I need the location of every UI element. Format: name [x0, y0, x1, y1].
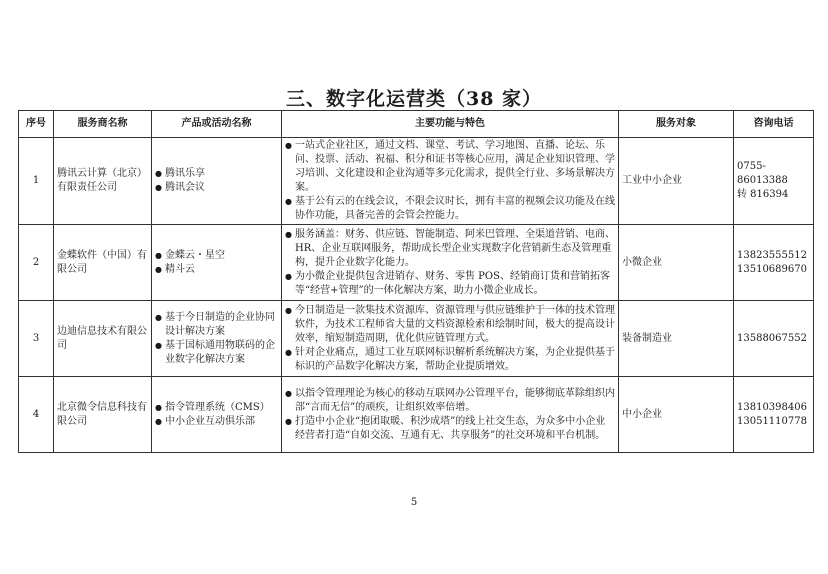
row-index: 4 — [19, 377, 54, 453]
product-item: ● 腾讯会议 — [155, 181, 278, 195]
phone-cell — [734, 225, 814, 301]
service-target: 工业中小企业 — [619, 138, 734, 225]
row-index: 1 — [19, 138, 54, 225]
feature-item: ● 基于公有云的在线会议，不限会议时长，拥有丰富的视频会议功能及在线协作功能，具备完善的会管会控能力。 — [285, 195, 615, 223]
table-row — [19, 377, 814, 453]
phone-number: 13588067552 — [737, 332, 807, 344]
feature-item: ● 服务涵盖：财务、供应链、智能制造、阿米巴管理、全渠道营销、电商、HR、企业互联网服务，帮助成长型企业实现数字化营销新生态及管理重构，提升企业数字化能力。 — [285, 228, 615, 270]
row-index: 3 — [19, 301, 54, 377]
phone-cell — [734, 377, 814, 453]
product-item: ● 基于国标通用物联码的企业数字化解决方案 — [155, 339, 278, 367]
table-row — [19, 138, 814, 225]
phone-extension: 转 816394 — [737, 189, 789, 200]
provider-name: 北京微令信息科技有限公司 — [54, 377, 152, 453]
row-index: 2 — [19, 225, 54, 301]
feature-item: ● 以指令管理理论为核心的移动互联网办公管理平台，能够彻底革除组织内部“言而无信”的顽疾，让组织效率倍增。 — [285, 387, 615, 415]
phone-number: 13510689670 — [737, 263, 807, 275]
features-cell — [282, 377, 619, 453]
phone-number: 13051110778 — [737, 415, 807, 427]
page-title: 三、数字化运营类（38 家） — [285, 88, 543, 110]
service-target: 中小企业 — [619, 377, 734, 453]
header-product: 产品或活动名称 — [152, 111, 282, 138]
features-cell — [282, 225, 619, 301]
table-header-row — [19, 111, 814, 138]
product-cell — [152, 225, 282, 301]
provider-name: 边迪信息技术有限公司 — [54, 301, 152, 377]
header-features: 主要功能与特色 — [282, 111, 619, 138]
product-item: ● 精斗云 — [155, 263, 278, 277]
table-row — [19, 225, 814, 301]
service-target: 小微企业 — [619, 225, 734, 301]
header-provider: 服务商名称 — [54, 111, 152, 138]
feature-item: ● 为小微企业提供包含进销存、财务、零售 POS、经销商订货和营销拓客等“经营+管理”的一体化解决方案，助力小微企业成长。 — [285, 270, 615, 298]
product-item: ● 基于今日制造的企业协同设计解决方案 — [155, 311, 278, 339]
service-provider-table — [18, 110, 814, 453]
phone-number: 13823555512 — [737, 249, 807, 261]
product-item: ● 指令管理系统（CMS） — [155, 401, 278, 415]
phone-number: 13810398406 — [737, 401, 807, 413]
phone-cell — [734, 301, 814, 377]
product-item: ● 中小企业互动俱乐部 — [155, 415, 278, 429]
header-target: 服务对象 — [619, 111, 734, 138]
product-cell — [152, 301, 282, 377]
phone-number: 0755-86013388 — [737, 161, 788, 186]
product-cell — [152, 377, 282, 453]
provider-name: 金蝶软件（中国）有限公司 — [54, 225, 152, 301]
phone-cell — [734, 138, 814, 225]
product-item: ● 腾讯乐享 — [155, 167, 278, 181]
feature-item: ● 今日制造是一款集技术资源库、资源管理与供应链维护于一体的技术管理软件，为技术工程师省大量的文档资源检索和绘制时间，极大的提高设计效率，缩短制造周期，优化供应链管理方式。 — [285, 304, 615, 346]
service-target: 装备制造业 — [619, 301, 734, 377]
feature-item: ● 打造中小企业“抱团取暖、积沙成塔”的线上社交生态，为众多中小企业经营者打造“自如交流、互通有无、共享服务”的社交环境和平台机制。 — [285, 415, 615, 443]
product-item: ● 金蝶云・星空 — [155, 249, 278, 263]
feature-item: ● 针对企业痛点，通过工业互联网标识解析系统解决方案，为企业提供基于标识的产品数字化解决方案，帮助企业提质增效。 — [285, 346, 615, 374]
feature-item: ● 一站式企业社区，通过文档、课堂、考试、学习地图、直播、论坛、乐问、投票、活动、祝福、积分和证书等核心应用，满足企业知识管理、学习培训、文化建设和企业沟通等多元化需求，提供全行业、多场景解决方案。 — [285, 139, 615, 195]
header-index: 序号 — [19, 111, 54, 138]
features-cell — [282, 138, 619, 225]
features-cell — [282, 301, 619, 377]
page-number: 5 — [410, 497, 418, 508]
header-phone: 咨询电话 — [734, 111, 814, 138]
table-row — [19, 301, 814, 377]
provider-name: 腾讯云计算（北京）有限责任公司 — [54, 138, 152, 225]
product-cell — [152, 138, 282, 225]
